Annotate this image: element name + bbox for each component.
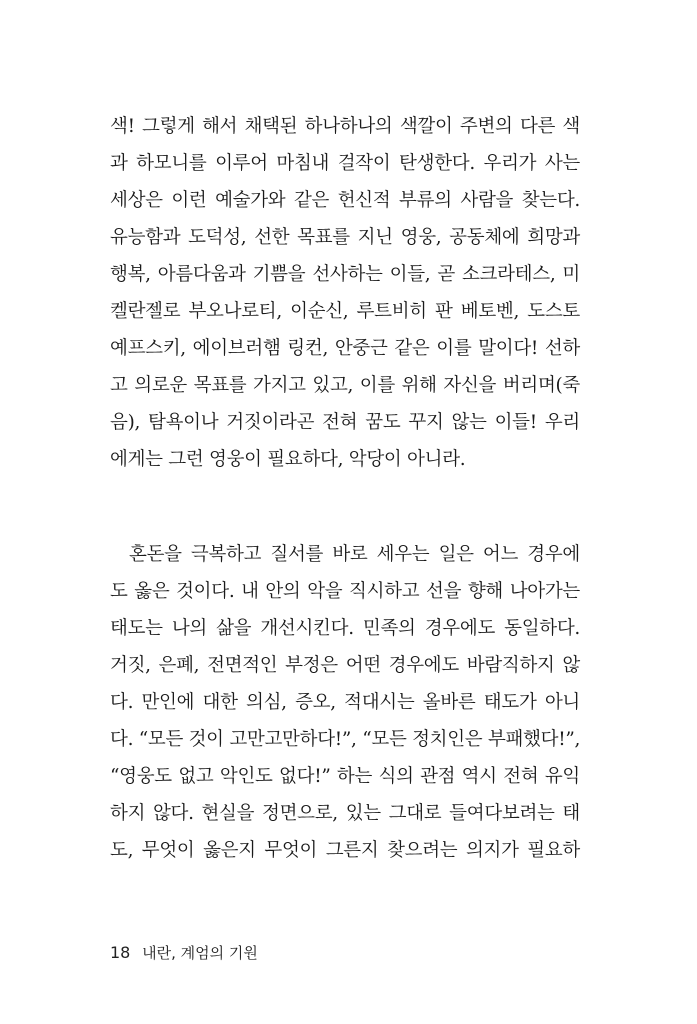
text-line: 태도는 나의 삶을 개선시킨다. 민족의 경우에도 동일하다. (110, 618, 580, 639)
text-line: “영웅도 없고 악인도 없다!” 하는 식의 관점 역시 전혀 유익 (110, 766, 580, 787)
text-line: 에게는 그런 영웅이 필요하다, 악당이 아니라. (110, 449, 466, 470)
running-title: 내란, 계엄의 기원 (142, 944, 258, 962)
text-line: 다. 만인에 대한 의심, 증오, 적대시는 올바른 태도가 아니 (110, 692, 580, 713)
page-footer (110, 942, 258, 963)
text-line: 음), 탐욕이나 거짓이라곤 전혀 꿈도 꾸지 않는 이들! 우리 (110, 412, 580, 433)
paragraph-1 (110, 108, 580, 478)
text-line: 거짓, 은폐, 전면적인 부정은 어떤 경우에도 바람직하지 않 (110, 655, 580, 676)
text-line: 예프스키, 에이브러햄 링컨, 안중근 같은 이를 말이다! 선하 (110, 338, 580, 359)
text-line: 유능함과 도덕성, 선한 목표를 지닌 영웅, 공동체에 희망과 (110, 227, 580, 248)
text-line: 색! 그렇게 해서 채택된 하나하나의 색깔이 주변의 다른 색 (110, 116, 580, 137)
text-line: 하지 않다. 현실을 정면으로, 있는 그대로 들여다보려는 태 (110, 803, 580, 824)
text-line: 도, 무엇이 옳은지 무엇이 그른지 찾으려는 의지가 필요하 (110, 840, 580, 861)
text-line: 혼돈을 극복하고 질서를 바로 세우는 일은 어느 경우에 (129, 544, 580, 565)
text-line: 켈란젤로 부오나로티, 이순신, 루트비히 판 베토벤, 도스토 (110, 301, 580, 322)
text-line: 세상은 이런 예술가와 같은 헌신적 부류의 사람을 찾는다. (110, 190, 580, 211)
page-number: 18 (110, 943, 131, 962)
text-line: 과 하모니를 이루어 마침내 걸작이 탄생한다. 우리가 사는 (110, 153, 580, 174)
paragraph-2 (110, 536, 580, 869)
text-line: 도 옳은 것이다. 내 안의 악을 직시하고 선을 향해 나아가는 (110, 581, 580, 602)
text-line: 고 의로운 목표를 가지고 있고, 이를 위해 자신을 버리며(죽 (110, 375, 580, 396)
text-line: 다. “모든 것이 고만고만하다!”, “모든 정치인은 부패했다!”, (110, 729, 581, 750)
text-line: 행복, 아름다움과 기쁨을 선사하는 이들, 곧 소크라테스, 미 (110, 264, 580, 285)
